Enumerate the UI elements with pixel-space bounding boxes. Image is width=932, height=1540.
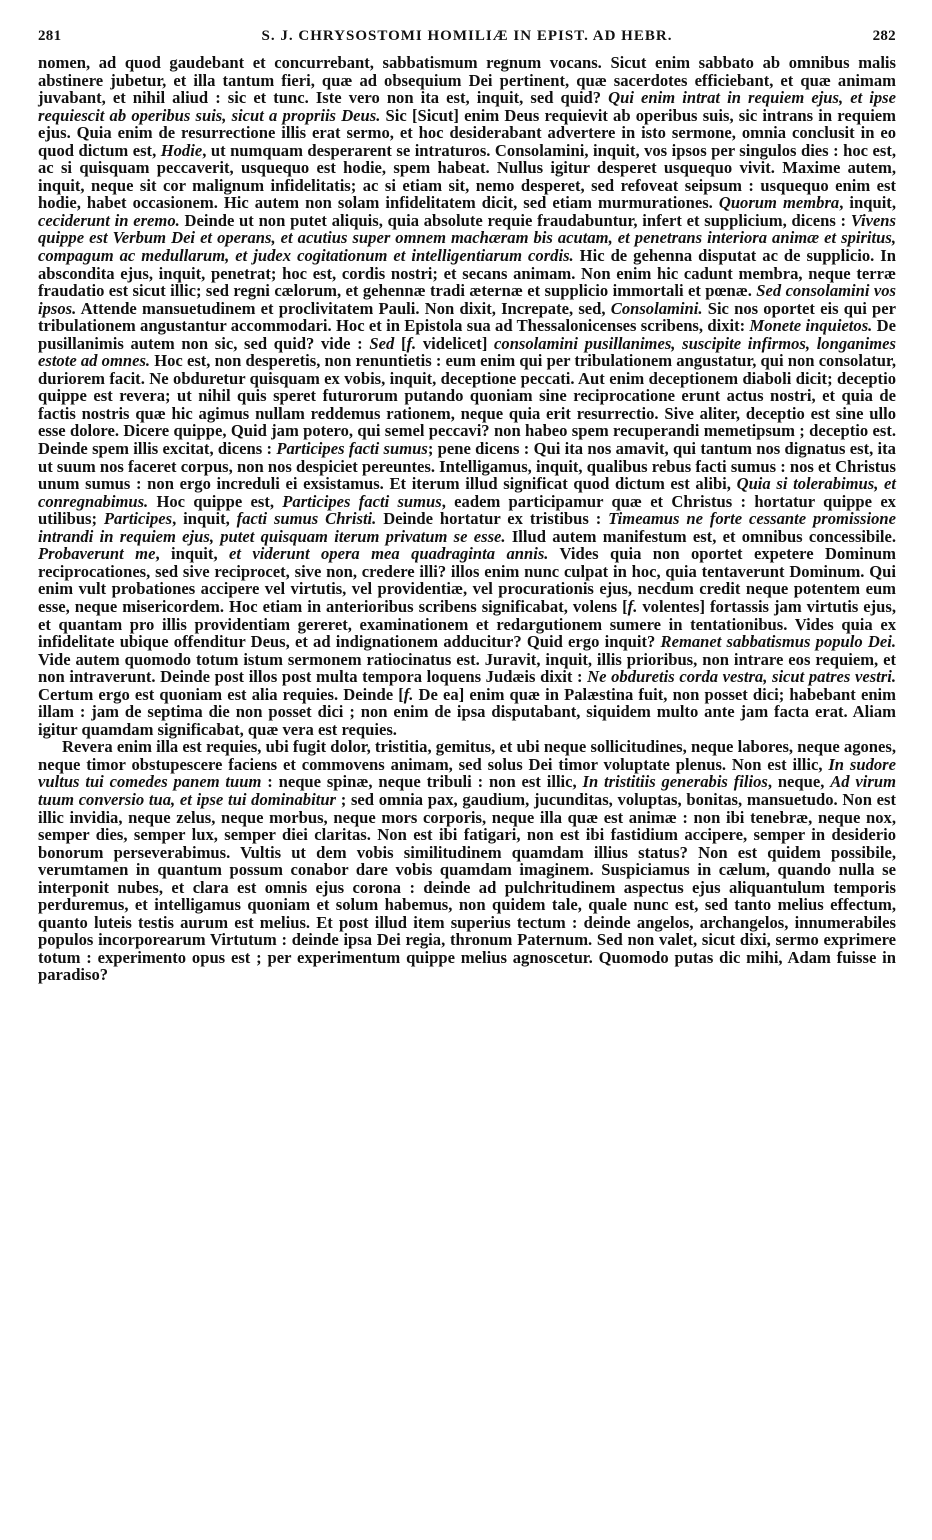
text-run: Certum ergo est quoniam est alia requies. Deinde [ (38, 684, 404, 704)
text-run: Vides quia non oportet expetere Dominum reciprocationes, sed sive reciprocet, sive non, credere illi? illos enim nunc culpat in hoc, quia tentaverunt Dominum. Qui enim vult probationes accipere vel virtutis, vel providentiæ, vel procurationis ejus, necdum credit neque potentem eum esse, neque misericordem. Hoc etiam in anterioribus scribens significabat, volens [ (38, 544, 896, 616)
italic-quotation: Ne obduretis corda vestra, sicut patres vestri. (587, 667, 896, 687)
italic-quotation: Quia si tolerabimus, et conregnabimus. (38, 474, 896, 511)
italic-quotation: Participes (103, 509, 173, 529)
italic-quotation: f. (406, 333, 417, 353)
italic-quotation: Consolamini. (610, 298, 703, 318)
text-run: nomen, ad quod gaudebant et concurrebant, sabbatismum regnum vocans. Sicut enim sabbato ab omnibus malis abstinere jubetur, et illa tantum fieri, quæ ad obsequium Dei pertinent, quæ sacerdotes efficiebant, et quæ animam juvabant, et nihil aliud : sic et tunc. Iste vero non ita est, inquit, sed quid? (38, 53, 896, 108)
italic-quotation: Sed (369, 333, 395, 353)
text-run: , inquit, (155, 544, 230, 564)
left-page-number: 281 (38, 28, 62, 44)
running-header (38, 28, 896, 50)
italic-quotation: consolamini pusillanimes, suscipite infirmos, longanimes estote ad omnes. (38, 333, 896, 371)
italic-quotation: Quorum membra (718, 193, 840, 213)
text-run: De ea] enim quæ in Palæstina fuit, non posset dici; habebant enim illam : jam de septima die non posset dici ; non enim de ipsa disputabant, siquidem multo ante jam facta erat. Aliam igitur quamdam significabat, quæ vera est requies. (38, 684, 896, 739)
text-run: Deinde hortatur ex tristibus : (376, 509, 609, 529)
text-run: Illud autem manifestum est, et omnibus concessibile. (505, 526, 897, 546)
paragraph (38, 738, 896, 984)
text-run: , inquit, (172, 509, 237, 529)
text-run: : neque spinæ, neque tribuli : non est illic, (261, 772, 583, 792)
italic-quotation: Vivens quippe est Verbum Dei et operans, et acutius super omnem machæram bis acutam, et penetrans interiora animæ et spiritus, compagum ac medullarum, et judex cogitationum et intelligentiarum cordis. (38, 210, 896, 266)
text-body (38, 54, 896, 984)
italic-quotation: Probaverunt me (38, 544, 156, 564)
italic-quotation: In tristitiis generabis filios (582, 772, 768, 792)
italic-quotation: Monete inquietos. (749, 316, 873, 336)
text-run: , neque, (767, 772, 831, 792)
text-run: Hoc quippe est, (148, 491, 283, 511)
italic-quotation: Participes facti sumus (282, 491, 442, 511)
italic-quotation: facti sumus Christi. (236, 509, 377, 529)
text-run: , ut numquam desperarent se intraturos. Consolamini, inquit, vos ipsos per singulos dies : hoc est, ac si quisquam peccaverit, usquequo est hodie, spem habeat. Nullus igitur desperet usquequo vivit. Maxime autem, inquit, neque sit cor malignum infidelitatis; ac si etiam sit, nemo desperet, sed refoveat seipsum : usquequo enim est hodie, habet occasionem. Hic autem non solam infidelitatem dicit, sed etiam murmurationes. (38, 140, 896, 213)
text-run: videlicet] (416, 333, 495, 353)
text-run: De pusillanimis autem non sic, sed quid? vide : (38, 316, 897, 353)
italic-quotation: f. (403, 684, 414, 704)
running-title: S. J. CHRYSOSTOMI HOMILIÆ IN EPIST. AD HEBR. (261, 28, 673, 44)
text-run: Vide autem quomodo totum istum sermonem ratiocinatus est. Juravit, inquit, illis prioribus, non intrare eos requiem, et non intraverunt. Deinde post illos post multa tempora loquens Judæis dixit : (38, 649, 896, 687)
italic-quotation: Timeamus ne forte cessante promissione intrandi in requiem ejus, putet quisquam iterum privatum se esse. (38, 509, 896, 546)
italic-quotation: Ad virum tuum conversio tua, et ipse tui dominabitur (38, 772, 897, 809)
text-run: , eadem participamur quæ et Christus : hortatur quippe ex utilibus; (38, 491, 896, 529)
italic-quotation: Remanet sabbatismus populo Dei. (660, 632, 896, 652)
paragraph (38, 54, 896, 738)
text-run: , inquit, (839, 193, 896, 213)
italic-quotation: Qui enim intrat in requiem ejus, et ipse requiescit ab operibus suis, sicut a propriis Deus. (38, 88, 896, 125)
text-run: Deinde ut non putet aliquis, quia absolute requie fraudabuntur, infert et supplicium, dicens : (179, 210, 851, 230)
italic-quotation: f. (627, 596, 638, 616)
text-run: volentes] fortassis jam virtutis ejus, et quantam pro illis providentiam gereret, examinationem et redargutionem sumere in tentationibus. Vides quia ex infidelitate ubique offenditur Deus, et ad indignationem adducitur? Quid ergo inquit? (38, 596, 896, 652)
text-run: Revera enim illa est requies, ubi fugit dolor, tristitia, gemitus, et ubi neque sollicitudines, neque labores, neque agones, neque timor obstupescere faciens et commovens animam, sed solus Dei timor voluptate plenus. Non est illic, (38, 737, 896, 774)
text-run: ; pene dicens : Qui ita nos amavit, qui tantum nos dignatus est, ita ut suum nos faceret corpus, non nos despiciet pereuntes. Intelligamus, inquit, qualibus rebus facti sumus : nos et Christus unum sumus : non ergo increduli ei exsistamus. Et iterum illud significat quod dictum est alibi, (38, 439, 896, 494)
text-run: Sic nos oportet eis qui per tribulationem angustantur accommodari. Hoc et in Epistola sua ad Thessalonicenses scribens, dixit: (38, 298, 896, 336)
italic-quotation: Participes facti sumus (276, 439, 428, 459)
text-run: [ (394, 333, 407, 353)
italic-quotation: et viderunt opera mea quadraginta annis. (229, 544, 549, 564)
italic-quotation: Hodie (160, 140, 203, 160)
text-run: Hoc est, non desperetis, non renuntietis : eum enim qui per tribulationem angustatur, qui non consolatur, duriorem facit. Ne obduretur quisquam ex vobis, inquit, deceptione peccati. Aut enim deceptionem diaboli dicit; deceptio quippe est revera; ut nihil quis speret futurorum putando quoniam sine reciprocatione erunt actus nostri, et quia de factis nostris quæ hic agimus nullam reddemus rationem, neque quia erit resurrectio. Sive aliter, deceptio est sine ullo esse dolore. Dicere quippe, Quid jam potero, qui semel peccavi? non habeo spem recuperandi memetipsum ; deceptio est. Deinde spem illis excitat, dicens : (38, 351, 896, 459)
book-page (38, 28, 896, 1528)
italic-quotation: In sudore vultus tui comedes panem tuum (38, 754, 897, 792)
text-run: Attende mansuetudinem et proclivitatem Pauli. Non dixit, Increpate, sed, (76, 298, 611, 318)
text-run: Hic de gehenna disputat ac de supplicio. In abscondita ejus, inquit, penetrat; hoc est, cordis nostri; et secans animam. Non enim hic cadunt membra, neque terræ fraudatio est sicut illic; sed regni cælorum, et gehennæ tradi æternæ et supplicio immortali et pœnæ. (38, 246, 896, 301)
right-page-number: 282 (872, 28, 896, 44)
text-run: Sic [Sicut] enim Deus requievit ab operibus suis, sic intrans in requiem ejus. Quia enim de resurrectione illis erat sermo, et hoc desiderabant advertere in isto sermone, omnia conclusit in eo quod dictum est, (38, 105, 896, 160)
italic-quotation: Sed consolamini vos ipsos. (38, 281, 897, 318)
text-run: ; sed omnia pax, gaudium, jucunditas, voluptas, bonitas, mansuetudo. Non est illic invidia, neque zelus, neque morbus, neque mors corporis, neque illa quæ est animæ : non ibi tenebræ, neque nox, semper dies, semper lux, semper diei claritas. Non est ibi fatigari, non est ibi fastidium accipere, semper in desiderio bonorum perseverabimus. Vultis ut dem vobis similitudinem quamdam illius status? Non est quidem possibile, verumtamen in quantum possum conabor dare vobis quamdam imaginem. Suspiciamus in cælum, quando nulla se interponit nubes, et clara est omnis ejus corona : deinde ad pulchritudinem aspectus ejus aliquantulum temporis perduremus, et intelligamus quoniam et solum habemus, non quidem tale, quale nunc est, sed tanto melius effectum, quanto luteis testis aurum est melius. Et post illud item superius tectum : deinde angelos, archangelos, innumerabiles populos incorporearum Virtutum : deinde ipsa Dei regia, thronum Paternum. Sed non valet, sicut dixi, sermo exprimere totum : experimento opus est ; per experimentum quippe melius agnoscetur. Quomodo putas dic mihi, Adam fuisse in paradiso? (38, 789, 896, 985)
italic-quotation: ceciderunt in eremo. (38, 210, 180, 230)
